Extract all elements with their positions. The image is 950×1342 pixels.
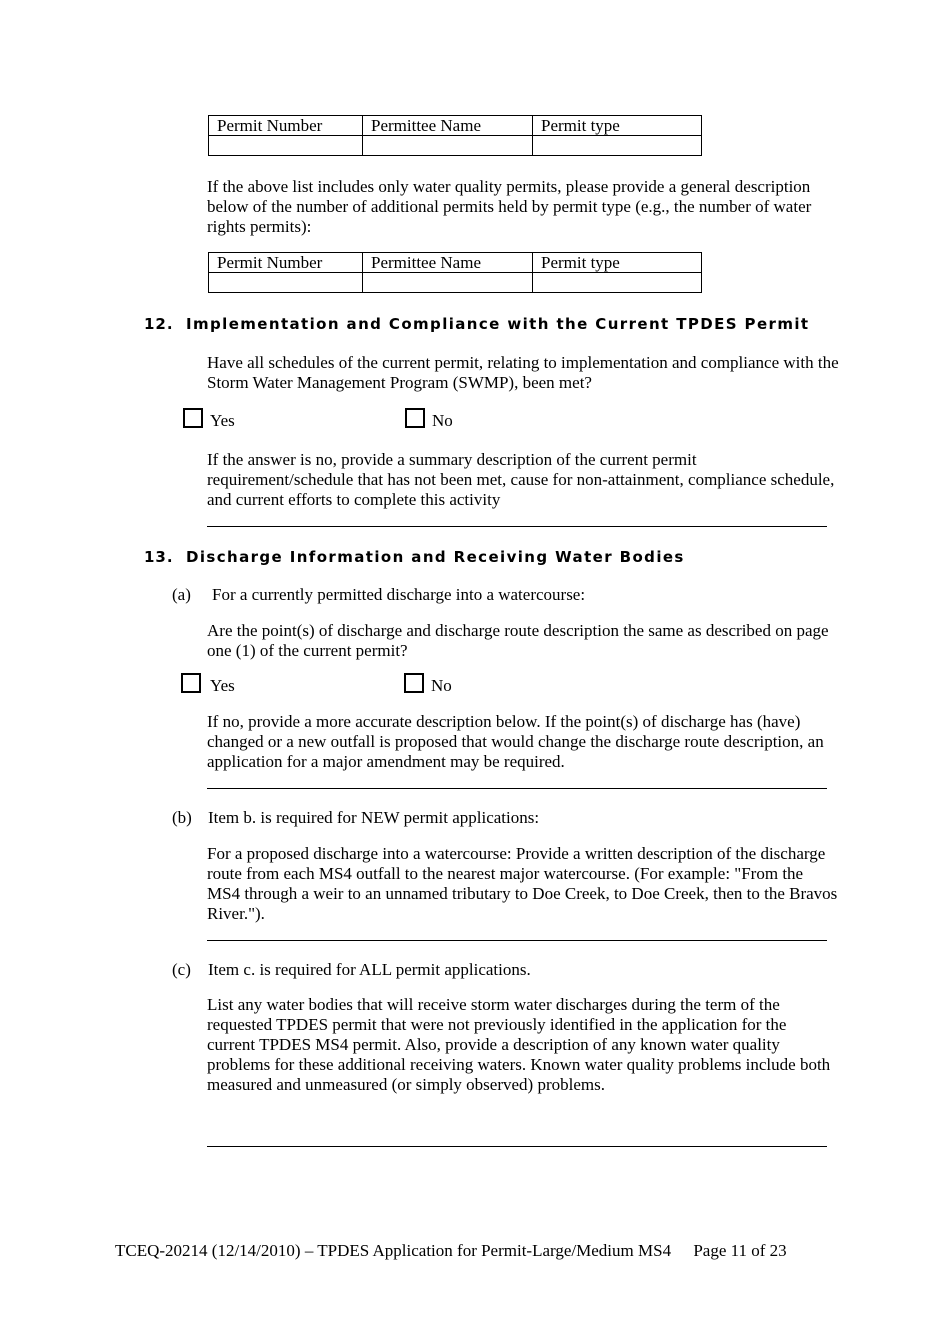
s12-answer-line[interactable] <box>207 526 827 527</box>
item-c-text: Item c. is required for ALL permit applications. <box>208 960 531 979</box>
col-permit-type: Permit type <box>533 116 702 136</box>
page-footer <box>115 1241 835 1261</box>
cell-permittee-name[interactable] <box>363 273 533 293</box>
table-row <box>209 136 702 156</box>
section-12-title: Implementation and Compliance with the Current TPDES Permit <box>186 315 810 333</box>
s12-yes-checkbox[interactable] <box>183 408 203 428</box>
cell-permit-type[interactable] <box>533 273 702 293</box>
col-permittee-name: Permittee Name <box>363 253 533 273</box>
item-a-instruction: If no, provide a more accurate description below. If the point(s) of discharge has (have) changed or a new outfall is proposed that would change the discharge route description, an application for a major amendment may be required. <box>207 712 824 771</box>
item-b-marker: (b) <box>172 808 192 827</box>
additional-permits-text: If the above list includes only water quality permits, please provide a general description below of the number of additional permits held by permit type (e.g., the number of water rights permits): <box>207 177 812 236</box>
section-12-question: Have all schedules of the current permit, relating to implementation and compliance with the Storm Water Management Program (SWMP), been met? <box>207 353 839 392</box>
cell-permit-number[interactable] <box>209 136 363 156</box>
s13-yes-label: Yes <box>210 676 235 695</box>
item-b-answer-line[interactable] <box>207 940 827 941</box>
col-permittee-name: Permittee Name <box>363 116 533 136</box>
cell-permittee-name[interactable] <box>363 136 533 156</box>
s12-no-checkbox[interactable] <box>405 408 425 428</box>
s13-no-checkbox[interactable] <box>404 673 424 693</box>
table-row <box>209 273 702 293</box>
cell-permit-number[interactable] <box>209 273 363 293</box>
item-c-marker: (c) <box>172 960 191 979</box>
section-12-instruction: If the answer is no, provide a summary description of the current permit requirement/schedule that has not been met, cause for non-attainment, compliance schedule, and current efforts to complete this activity <box>207 450 835 509</box>
item-a-marker: (a) <box>172 585 191 604</box>
footer-page-number: Page 11 of 23 <box>693 1241 787 1260</box>
section-13-number: 13. <box>144 548 174 566</box>
table-header-row <box>209 253 702 273</box>
section-12-number: 12. <box>144 315 174 333</box>
s12-yes-label: Yes <box>210 411 235 430</box>
footer-form-info: TCEQ-20214 (12/14/2010) – TPDES Application for Permit-Large/Medium MS4 <box>115 1241 672 1260</box>
cell-permit-type[interactable] <box>533 136 702 156</box>
col-permit-number: Permit Number <box>209 253 363 273</box>
item-b-instruction: For a proposed discharge into a watercourse: Provide a written description of the discharge route from each MS4 outfall to the nearest major watercourse. (For example: "From the MS4 through a weir to an unnamed tributary to Doe Creek, to Doe Creek, then to the Bravos River."). <box>207 844 838 923</box>
item-c-answer-line[interactable] <box>207 1146 827 1147</box>
s13-no-label: No <box>431 676 452 695</box>
table-header-row <box>209 116 702 136</box>
item-a-question: Are the point(s) of discharge and discharge route description the same as described on page one (1) of the current permit? <box>207 621 829 660</box>
section-13-title: Discharge Information and Receiving Water Bodies <box>186 548 685 566</box>
item-b-text: Item b. is required for NEW permit applications: <box>208 808 540 827</box>
s12-no-label: No <box>432 411 453 430</box>
item-a-answer-line[interactable] <box>207 788 827 789</box>
col-permit-number: Permit Number <box>209 116 363 136</box>
permit-table-2 <box>208 252 702 293</box>
col-permit-type: Permit type <box>533 253 702 273</box>
s13-yes-checkbox[interactable] <box>181 673 201 693</box>
permit-table-1 <box>208 115 702 156</box>
item-a-text: For a currently permitted discharge into a watercourse: <box>212 585 586 604</box>
item-c-instruction: List any water bodies that will receive storm water discharges during the term of the requested TPDES permit that were not previously identified in the application for the current TPDES MS4 permit. Also, provide a description of any known water quality problems for these additional receiving waters. Known water quality problems include both measured and unmeasured (or simply observed) problems. <box>207 995 831 1094</box>
